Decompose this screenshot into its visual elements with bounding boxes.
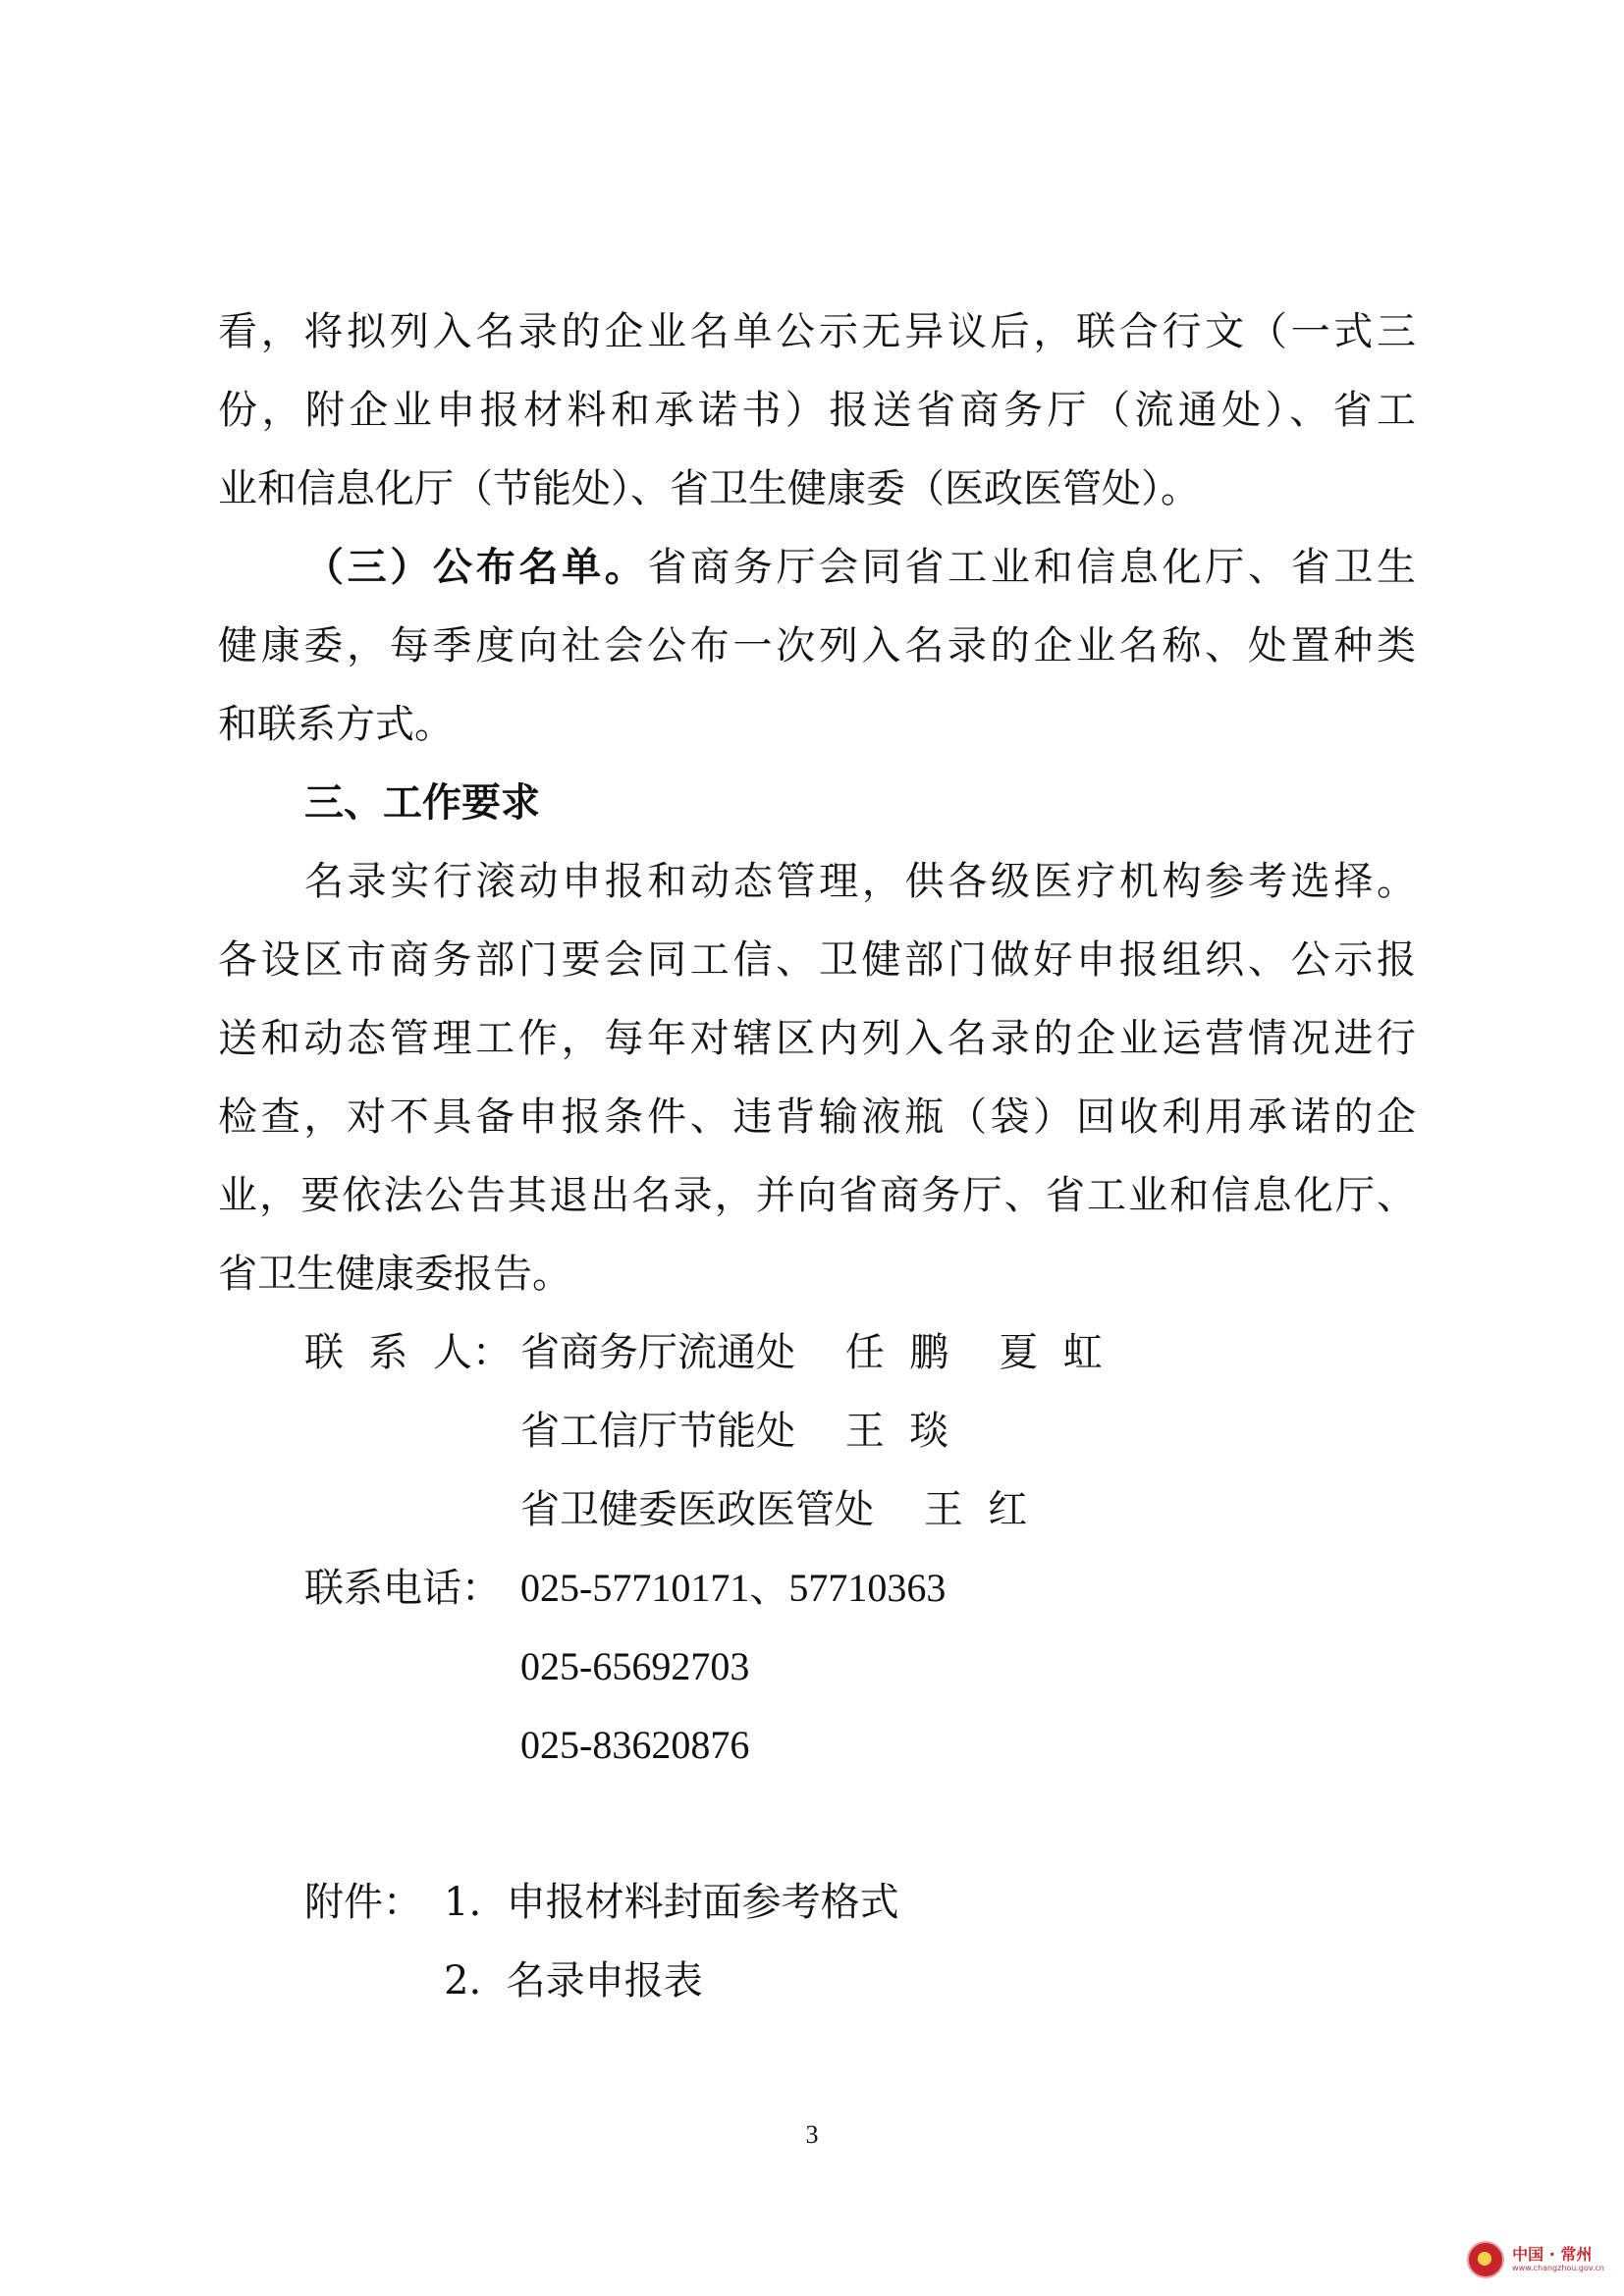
attachment-item: 2. 名录申报表 bbox=[444, 1958, 703, 2003]
paragraph-line: 和联系方式。 bbox=[218, 702, 454, 747]
contact-person: 省卫健委医政医管处 王 红 bbox=[520, 1487, 1028, 1532]
phone-number: 025-83620876 bbox=[520, 1723, 750, 1767]
section-lead: （三）公布名单。 bbox=[304, 544, 648, 590]
paragraph-text: 省商务厅会同省工业和信息化厅、省卫生 bbox=[647, 545, 1417, 590]
site-watermark-logo bbox=[1467, 2241, 1604, 2278]
paragraph-line: 份，附企业申报材料和承诺书）报送省商务厅（流通处）、省工 bbox=[218, 388, 1416, 433]
phone-number: 025-57710171、57710363 bbox=[520, 1566, 947, 1610]
paragraph-line: 业和信息化厅（节能处）、省卫生健康委（医政医管处）。 bbox=[218, 466, 1200, 511]
paragraph-line: 健康委，每季度向社会公布一次列入名录的企业名称、处置种类 bbox=[218, 623, 1416, 668]
attachments-label: 附件： bbox=[304, 1880, 422, 1925]
contact-label: 联 系 人： bbox=[304, 1330, 512, 1375]
phone-number: 025-65692703 bbox=[520, 1644, 750, 1688]
paragraph-line: 业，要依法公告其退出名录，并向省商务厅、省工业和信息化厅、 bbox=[218, 1173, 1416, 1218]
watermark-title: 中国 · 常州 bbox=[1512, 2245, 1593, 2264]
watermark-url: www.changzhou.gov.cn bbox=[1512, 2264, 1604, 2272]
paragraph-line: 省卫生健康委报告。 bbox=[218, 1252, 571, 1297]
attachment-item: 1. 申报材料封面参考格式 bbox=[444, 1880, 899, 1925]
phone-label: 联系电话： bbox=[304, 1566, 501, 1611]
seal-icon bbox=[1467, 2241, 1504, 2278]
paragraph-line: 检查，对不具备申报条件、违背输液瓶（袋）回收利用承诺的企 bbox=[218, 1095, 1416, 1140]
paragraph-line bbox=[304, 542, 1416, 593]
paragraph-line: 各设区市商务部门要会同工信、卫健部门做好申报组织、公示报 bbox=[218, 937, 1416, 983]
page-number: 3 bbox=[805, 2120, 819, 2149]
section-heading: 三、工作要求 bbox=[304, 780, 540, 826]
contact-person: 省工信厅节能处 王 琰 bbox=[520, 1409, 949, 1454]
paragraph-line: 送和动态管理工作，每年对辖区内列入名录的企业运营情况进行 bbox=[218, 1016, 1416, 1061]
contact-person: 省商务厅流通处 任 鹏 夏 虹 bbox=[520, 1330, 1103, 1375]
paragraph-line: 看，将拟列入名录的企业名单公示无异议后，联合行文（一式三 bbox=[218, 309, 1416, 354]
paragraph-line: 名录实行滚动申报和动态管理，供各级医疗机构参考选择。 bbox=[304, 859, 1416, 904]
